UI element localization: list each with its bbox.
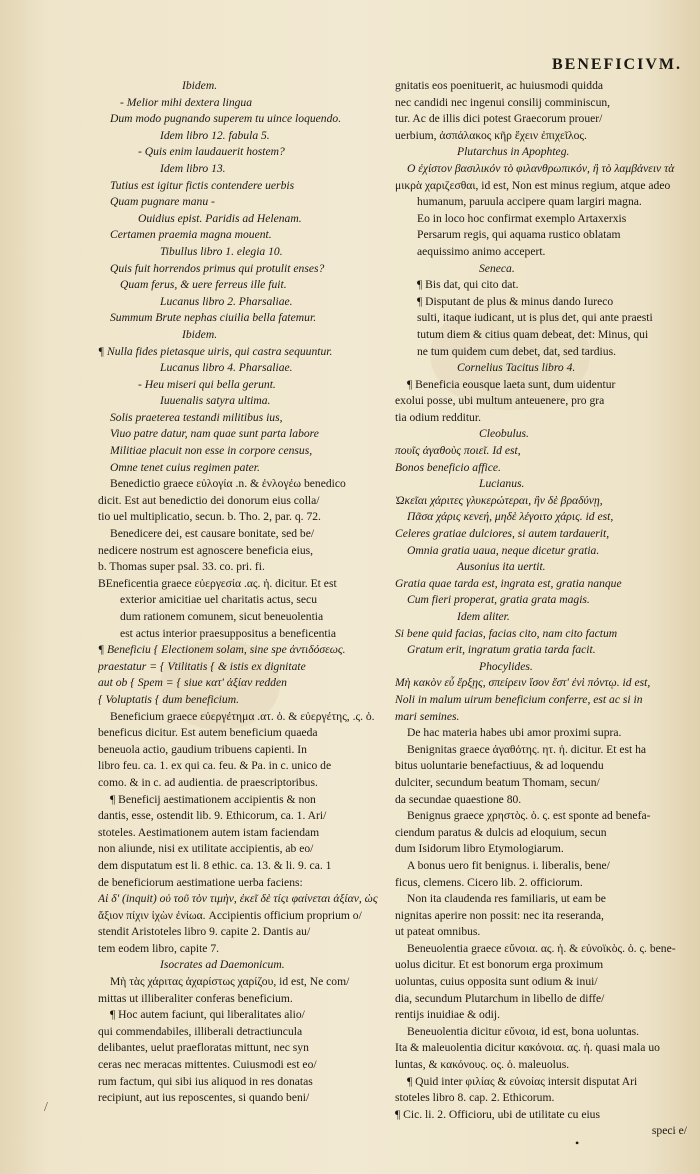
text-line: de beneficiorum aestimatione uerba faciens: — [98, 875, 303, 889]
text-line: ¶ Hoc autem faciunt, qui liberalitates alio/ — [110, 1008, 305, 1022]
text-line: Lucanus libro 4. Pharsaliae. — [160, 361, 293, 375]
text-line: sulti, itaque iudicant, ut is plus det, qui ante praesti — [417, 311, 653, 325]
text-line: ¶ Disputant de plus & minus dando Iureco — [417, 294, 614, 308]
text-line: { Voluptatis { dum beneficium. — [98, 692, 239, 706]
text-line: dia, secundum Plutarchum in libello de diffe/ — [395, 991, 605, 1005]
text-line: Benignitas graece ἀγαθότης. ητ. ἡ. dicitur. Et est ha — [407, 742, 647, 756]
text-line: stoteles. Aestimationem autem istam faciendam — [98, 825, 320, 839]
text-line: ¶ Cic. li. 2. Officioru, ubi de utilitate cu eius — [395, 1107, 600, 1121]
text-line: Certamen praemia magna mouent. — [110, 228, 272, 242]
text-line: exolui posse, ubi multum anteuenere, pro gra — [395, 394, 605, 408]
text-line: luntas, & κακόνους. ος. ὁ. maleuolus. — [395, 1058, 570, 1072]
text-line: beneficus dicitur. Est autem beneficium quaeda — [98, 726, 318, 740]
text-line: Idem aliter. — [457, 610, 510, 623]
text-line: Ο ἐχίστον βασιλικόν τὸ φιλανθρωπικόν, ἢ τὸ λαμβάνειν τὰ — [407, 161, 675, 175]
text-line: Πᾶσα χάρις κενεή, μηδὲ λέγοιτο χάρις. id est, — [407, 510, 614, 524]
text-line: Celeres gratiae dulciores, si autem tardauerit, — [395, 527, 610, 541]
text-line: aut ob { Spem = { siue κατ' ἀξίαν redden — [98, 676, 287, 690]
text-line: πουῖς ἀγαθοὺς ποιεῖ. Id est, — [395, 444, 521, 458]
text-line: rentijs inuidiae & odij. — [395, 1008, 500, 1022]
margin-mark: / — [44, 1100, 48, 1115]
text-line: aequissimo animo accepert. — [417, 244, 546, 258]
text-line: mari semines. — [395, 709, 460, 723]
text-line: ne tum quidem cum debet, dat, sed tardius. — [417, 344, 616, 358]
text-line: praestatur = { Vtilitatis { & istis ex dignitate — [98, 659, 306, 673]
text-line: tio uel multiplicatio, secun. b. Tho. 2, par. q. 72. — [98, 510, 321, 524]
text-line: Ibidem. — [182, 327, 218, 341]
text-line: Dum modo pugnando superem tu uince loquendo. — [110, 112, 342, 126]
text-line: Ouidius epist. Paridis ad Helenam. — [138, 211, 302, 225]
text-line: - Melior mihi dextera lingua — [120, 95, 253, 109]
text-line: tur. Ac de illis dici potest Graecorum prouer/ — [395, 112, 603, 126]
text-line: dum rationem comunem, sicut beneuolentia — [120, 610, 324, 623]
text-line: Cum fieri properat, gratia grata magis. — [407, 593, 590, 607]
text-line: Iuuenalis satyra ultima. — [160, 394, 271, 408]
text-line: A bonus uero fit benignus. i. liberalis, bene/ — [407, 858, 610, 872]
text-line: Ibidem. — [182, 79, 218, 92]
text-line: Cornelius Tacitus libro 4. — [457, 361, 576, 375]
text-line: Benignus graece χρηστὸς. ὁ. ς. est sponte ad benefa- — [407, 809, 651, 823]
text-line: Beneuolentia dicitur εὔνοια, id est, bona uoluntas. — [407, 1024, 640, 1038]
text-line: dantis, esse, ostendit lib. 9. Ethicorum, ca. 1. Ari/ — [98, 809, 327, 823]
text-line: Αἱ δ' (inquit) οὐ τοῦ τὸν τιμὴν, ἐκεῖ δὲ τίςι φαίνεται ἀξίαν, ὡς — [98, 892, 378, 906]
text-line: Militiae placuit non esse in corpore census, — [110, 444, 313, 458]
text-line: Tibullus libro 1. elegia 10. — [160, 244, 283, 258]
text-line: gnitatis eos poenituerit, ac huiusmodi quidda — [395, 79, 604, 92]
text-line: recipiunt, aut ius reposcentes, si quando beni/ — [98, 1091, 310, 1105]
text-line: mittas ut illiberaliter conferas beneficium. — [98, 991, 293, 1005]
text-line: da secundae quaestione 80. — [395, 792, 522, 806]
text-line: nedicere nostrum est agnoscere beneficia eius, — [98, 543, 314, 557]
text-line: Ita & maleuolentia dicitur κακόνοια. ας. ἡ. quasi mala uo — [395, 1041, 660, 1055]
text-line: Omne tenet cuius regimen pater. — [110, 460, 260, 474]
text-line: nignitas aperire non possit: nec ita reseranda, — [395, 908, 604, 922]
text-line: Eo in loco hoc confirmat exemplo Artaxerxis — [417, 211, 627, 225]
running-header: BENEFICIVM. — [551, 56, 682, 73]
text-line: stendit Aristoteles libro 9. capite 2. Dantis au/ — [98, 925, 311, 939]
text-line: qui commendabiles, illiberali detractiuncula — [98, 1024, 303, 1038]
text-line: libro feu. ca. 1. ex qui ca. feu. & Pa. in c. unico de — [98, 759, 332, 773]
text-line: Phocylides. — [479, 659, 533, 673]
text-line: De hac materia habes ubi amor proximi supra. — [407, 726, 622, 740]
text-line: como. & in c. ad audientia. de praescriptoribus. — [98, 775, 318, 789]
text-line: Plutarchus in Apophteg. — [457, 145, 570, 159]
text-line: dum Isidorum libro Etymologiarum. — [395, 842, 564, 856]
text-line: Μὴ κακὸν εὖ ἔρξῃς, σπείρειν ἴσον ἔστ' ἐνὶ πόντῳ. id est, — [395, 676, 651, 690]
text-line: bitus uoluntarie benefactiuus, & ad loquendu — [395, 759, 604, 773]
page-mark: • — [575, 1136, 580, 1150]
text-line: Si bene quid facias, facias cito, nam cito factum — [395, 626, 618, 640]
text-line: Seneca. — [479, 261, 515, 275]
text-line: dulciter, secundum beatum Thomam, secun/ — [395, 775, 600, 789]
text-line: Quis fuit horrendos primus qui protulit enses? — [110, 261, 325, 275]
text-line: - Quis enim laudauerit hostem? — [138, 145, 285, 159]
text-line: uoluntas, cuius opposita sunt odium & inui/ — [395, 975, 598, 989]
text-line: Ὠκεῖαι χάριτες γλυκερώτεραι, ἢν δὲ βραδύνῃ, — [395, 493, 603, 507]
text-line: uerbium, ἀσπάλακος κῆρ ἔχειν ἐπιχεῖλος. — [395, 128, 587, 142]
text-line: Viuo patre datur, nam quae sunt parta labore — [110, 427, 319, 441]
text-line: b. Thomas super psal. 33. co. pri. fi. — [98, 560, 265, 574]
text-line: ¶ Bis dat, qui cito dat. — [417, 278, 519, 292]
text-line: nec candidi nec ingenui consilij comminiscun, — [395, 95, 611, 109]
text-line: stoteles libro 8. cap. 2. Ethicorum. — [395, 1091, 555, 1105]
text-line: ¶ Beneficij aestimationem accipientis & non — [110, 792, 316, 806]
text-line: Beneuolentia graece εὔνοια. ας. ἡ. & εὐνοϊκὸς. ὁ. ς. bene- — [407, 941, 676, 955]
text-line: Quam pugnare manu - — [110, 195, 215, 209]
text-line: ciendum paratus & dulcis ad eloquium, secun — [395, 825, 607, 839]
text-line: Ausonius ita uertit. — [457, 560, 546, 574]
text-line: Quam ferus, & uere ferreus ille fuit. — [120, 278, 287, 292]
text-line: ficus, clemens. Cicero lib. 2. officiorum. — [395, 875, 583, 889]
text-line: non aliunde, nisi ex utilitate accipientis, ab eo/ — [98, 842, 314, 856]
text-line: ¶ Nulla fides pietasque uiris, qui castra sequuntur. — [98, 344, 333, 358]
text-line: Cleobulus. — [479, 427, 529, 441]
text-line: exterior amicitiae uel charitatis actus, secu — [120, 593, 318, 607]
text-line: - Heu miseri qui bella gerunt. — [138, 377, 276, 391]
text-line: ¶ Quid inter φιλίας & εὐνοίας intersit disputat Ari — [407, 1074, 638, 1088]
text-line: Lucanus libro 2. Pharsaliae. — [160, 294, 293, 308]
text-line: est actus interior praesuppositus a beneficentia — [120, 626, 337, 640]
text-line: ceras nec meracas mittentes. Cuiusmodi est eo/ — [98, 1058, 317, 1072]
text-line: Bonos beneficio affice. — [395, 460, 501, 474]
text-line: speci e/ — [651, 1124, 687, 1138]
text-line: Idem libro 12. fabula 5. — [160, 128, 270, 142]
text-line: dicit. Est aut benedictio dei donorum eius colla/ — [98, 493, 320, 507]
text-line: tutum diem & citius quam debeat, det: Minus, qui — [417, 327, 649, 341]
left-column — [98, 78, 388, 1107]
text-line: beneuola actio, gaudium tribuens capienti. In — [98, 742, 307, 756]
text-line: Noli in malum uirum beneficium conferre, est ac si in — [395, 692, 643, 706]
text-line: Isocrates ad Daemonicum. — [160, 958, 285, 972]
text-line: Μὴ τὰς χάριτας ἀχαρίστως χαρίζου, id est, Ne com/ — [110, 975, 350, 989]
text-line: rum factum, qui sibi ius aliquod in res donatas — [98, 1074, 313, 1088]
text-line: tem eodem libro, capite 7. — [98, 941, 220, 955]
text-line: μικρὰ χαριζεσθαι, id est, Non est minus regium, atque adeo — [395, 178, 671, 192]
text-line: Summum Brute nephas ciuilia bella fatemur. — [110, 311, 317, 325]
text-line: Gratia quae tarda est, ingrata est, gratia nanque — [395, 576, 622, 590]
text-line: delibantes, uelut praefloratas mittunt, nec syn — [98, 1041, 309, 1055]
text-line: Non ita claudenda res familiaris, ut eam be — [407, 892, 606, 906]
text-line: Benedicere dei, est causare bonitate, sed be/ — [110, 527, 315, 541]
text-line: Omnia gratia uaua, neque dicetur gratia. — [407, 543, 600, 557]
text-line: Beneficium graece εὐεργέτημα .ατ. ὁ. & εὐεργέτης, .ς. ὁ. — [110, 709, 375, 723]
text-line: Persarum regis, qui aquama rustico oblatam — [417, 228, 621, 242]
text-line: uolus dicitur. Et est bonorum erga proximum — [395, 958, 604, 972]
text-line: Lucianus. — [479, 477, 525, 491]
text-line: ἄξιον πίχιν ἰχὼν ἐνίωα. Accipientis officium proprium o/ — [98, 908, 362, 922]
text-line: ut pateat omnibus. — [395, 925, 481, 939]
text-line: humanum, paruula accipere quam largiri magna. — [417, 195, 642, 209]
text-line: Idem libro 13. — [160, 161, 226, 175]
text-line: Benedictio graece εὐλογία .n. & ἐνλογέω benedico — [110, 477, 346, 491]
text-line: ¶ Beneficia eousque laeta sunt, dum uidentur — [407, 377, 616, 391]
text-line: Tutius est igitur fictis contendere uerbis — [110, 178, 295, 192]
text-line: BEneficentia graece εὐεργεσία .ας. ἡ. dicitur. Et est — [98, 576, 337, 590]
text-line: Gratum erit, ingratum gratia tarda facit. — [407, 643, 596, 657]
text-line: Solis praeterea testandi militibus ius, — [110, 410, 283, 424]
text-line: tia odium redditur. — [395, 410, 481, 424]
text-line: dem disputatum est li. 8 ethic. ca. 13. & li. 9. ca. 1 — [98, 858, 332, 872]
right-column — [395, 78, 687, 1140]
text-line: ¶ Beneficiu { Electionem solam, sine spe ἀντιδόσεως. — [98, 643, 346, 657]
